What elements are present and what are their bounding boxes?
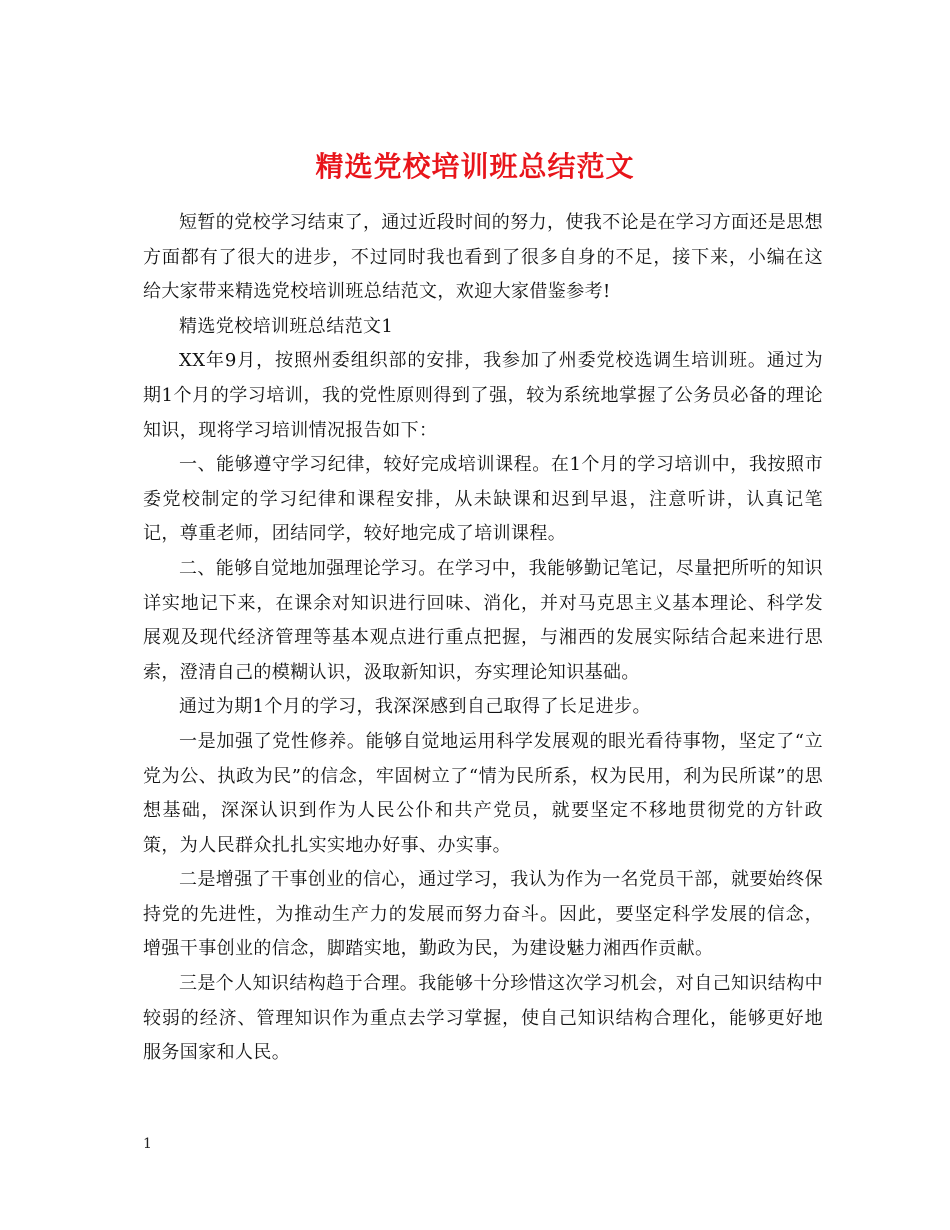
paragraph-point-one: 一、能够遵守学习纪律，较好完成培训课程。在1个月的学习培训中，我按照市委党校制定的学习纪律和课程安排，从未缺课和迟到早退，注意听讲，认真记笔记，尊重老师，团结同学，较好地完成了培训课程。 — [143, 454, 823, 545]
paragraph-intro: 短暂的党校学习结束了，通过近段时间的努力，使我不论是在学习方面还是思想方面都有了很大的进步，不过同时我也看到了很多自身的不足，接下来，小编在这给大家带来精选党校培训班总结范文，欢迎大家借鉴参考! — [143, 212, 823, 303]
paragraph-section-heading: 精选党校培训班总结范文1 — [179, 315, 394, 337]
paragraph-summary: 通过为期1个月的学习，我深深感到自己取得了长足进步。 — [179, 696, 651, 718]
paragraph-point-two: 二、能够自觉地加强理论学习。在学习中，我能够勤记笔记，尽量把所听的知识详实地记下来，在课余对知识进行回味、消化，并对马克思主义基本理论、科学发展观及现代经济管理等基本观点进行重点把握，与湘西的发展实际结合起来进行思索，澄清自己的模糊认识，汲取新知识，夯实理论知识基础。 — [143, 557, 823, 683]
paragraph-background: XX年9月，按照州委组织部的安排，我参加了州委党校选调生培训班。通过为期1个月的学习培训，我的党性原则得到了强，较为系统地掌握了公务员必备的理论知识，现将学习培训情况报告如下： — [143, 350, 823, 441]
paragraph-gain-one: 一是加强了党性修养。能够自觉地运用科学发展观的眼光看待事物，坚定了“立党为公、执政为民”的信念，牢固树立了“情为民所系，权为民用，利为民所谋”的思想基础，深深认识到作为人民公仆和共产党员，就要坚定不移地贯彻党的方针政策，为人民群众扎扎实实地办好事、办实事。 — [143, 730, 823, 856]
paragraph-gain-three: 三是个人知识结构趋于合理。我能够十分珍惜这次学习机会，对自己知识结构中较弱的经济、管理知识作为重点去学习掌握，使自己知识结构合理化，能够更好地服务国家和人民。 — [143, 973, 823, 1064]
paragraph-gain-two: 二是增强了干事创业的信心，通过学习，我认为作为一名党员干部，就要始终保持党的先进性，为推动生产力的发展而努力奋斗。因此，要坚定科学发展的信念，增强干事创业的信念，脚踏实地，勤政为民，为建设魅力湘西作贡献。 — [143, 869, 823, 960]
document-title: 精选党校培训班总结范文 — [315, 149, 635, 183]
document-body — [143, 206, 823, 1071]
page-number: 1 — [143, 1136, 152, 1152]
